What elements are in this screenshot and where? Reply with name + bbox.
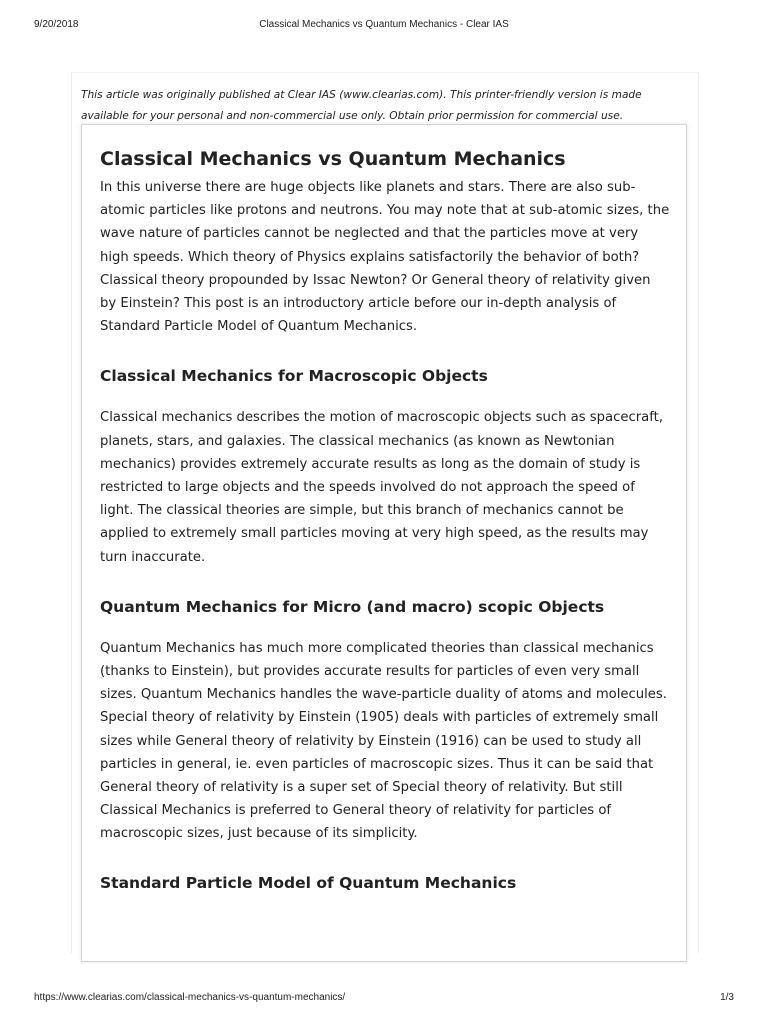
- article-title: Classical Mechanics vs Quantum Mechanics: [100, 148, 566, 170]
- section-heading-standard-model: Standard Particle Model of Quantum Mechanics: [100, 873, 517, 892]
- intro-paragraph: In this universe there are huge objects like planets and stars. There are also sub-atomic particles like protons and neutrons. You may note that at sub-atomic sizes, the wave nature of particles cannot be neglected and that the particles move at very high speeds. Which theory of Physics explains satisfactorily the behavior of both? Classical theory propounded by Issac Newton? Or General theory of relativity given by Einstein? This post is an introductory article before our in-depth analysis of Standard Particle Model of Quantum Mechanics.: [100, 180, 670, 335]
- article-content: [100, 145, 670, 894]
- print-footer: [0, 992, 768, 1006]
- section-body-quantum: Quantum Mechanics has much more complicated theories than classical mechanics (thanks to Einstein), but provides accurate results for particles of even very small sizes. Quantum Mechanics handles the wave-particle duality of atoms and molecules. Special theory of relativity by Einstein (1905) deals with particles of extremely small sizes while General theory of relativity by Einstein (1916) can be used to study all particles in general, ie. even particles of macroscopic sizes. Thus it can be said that General theory of relativity is a super set of Special theory of relativity. But still Classical Mechanics is preferred to General theory of relativity for particles of macroscopic sizes, just because of its simplicity.: [100, 640, 667, 842]
- print-page-title: Classical Mechanics vs Quantum Mechanics - Clear IAS: [259, 19, 509, 30]
- print-header: [0, 19, 768, 33]
- section-heading-classical: Classical Mechanics for Macroscopic Objects: [100, 367, 488, 386]
- section-body-classical: Classical mechanics describes the motion of macroscopic objects such as spacecraft, planets, stars, and galaxies. The classical mechanics (as known as Newtonian mechanics) provides extremely accurate results as long as the domain of study is restricted to large objects and the speeds involved do not approach the speed of light. The classical theories are simple, but this branch of mechanics cannot be applied to extremely small particles moving at very high speed, as the results may turn inaccurate.: [100, 410, 664, 565]
- copyright-notice: This article was originally published at Clear IAS (www.clearias.com). This printer-friendly version is made available for your personal and non-commercial use only. Obtain prior permission for commercial use.: [81, 89, 642, 122]
- page-number: 1/3: [720, 992, 734, 1003]
- section-heading-quantum: Quantum Mechanics for Micro (and macro) scopic Objects: [100, 597, 605, 616]
- print-date: 9/20/2018: [34, 19, 79, 30]
- page-url[interactable]: https://www.clearias.com/classical-mechanics-vs-quantum-mechanics/: [34, 992, 346, 1003]
